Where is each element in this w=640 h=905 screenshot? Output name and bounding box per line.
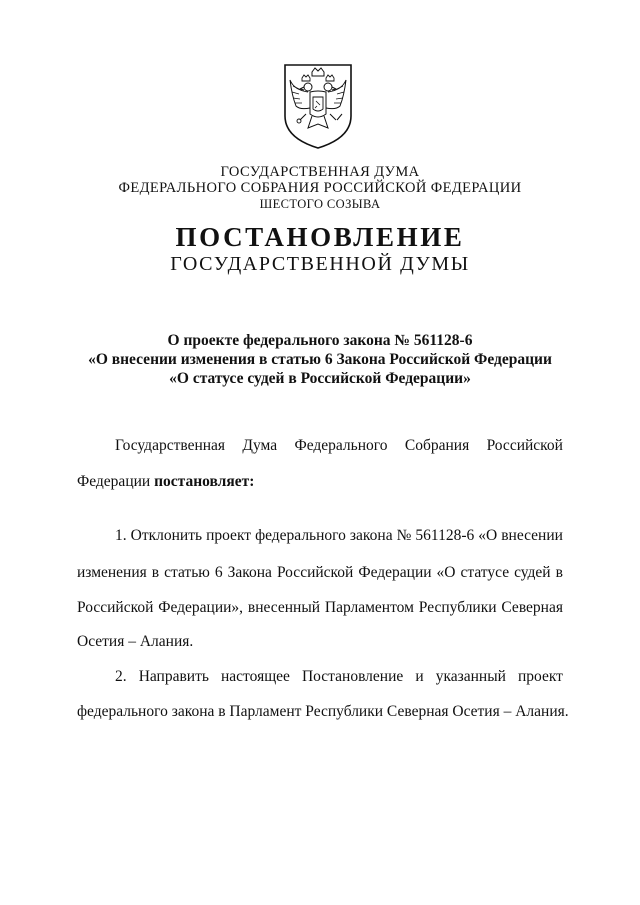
item2-line-1	[77, 667, 563, 686]
word: 6	[214, 564, 223, 581]
document-subtitle: ГОСУДАРСТВЕННОЙ ДУМЫ	[170, 253, 470, 275]
word: проект	[206, 527, 252, 544]
intro-line-2	[77, 472, 563, 491]
word: «О	[478, 527, 498, 544]
word: федерального	[255, 527, 346, 544]
intro-line-1	[77, 436, 563, 455]
word: Российской	[77, 599, 154, 616]
word: Федерации	[358, 564, 432, 581]
subject-line-1: О проекте федерального закона № 561128-6	[167, 332, 473, 349]
word: Постановление	[301, 668, 404, 685]
item2-line-2: федерального закона в Парламент Республики Северная Осетия – Алания.	[77, 703, 569, 720]
word: Направить	[138, 668, 209, 685]
word: Собрания	[404, 437, 470, 454]
coat-of-arms-emblem	[282, 62, 354, 150]
word: 2.	[115, 668, 127, 685]
word: 561128-6	[415, 527, 475, 544]
word: Федерации»,	[158, 599, 244, 616]
word: Российской	[486, 437, 563, 454]
word: настоящее	[221, 668, 290, 685]
word: проект	[517, 668, 563, 685]
org-line-federal-assembly: ФЕДЕРАЛЬНОГО СОБРАНИЯ РОССИЙСКОЙ ФЕДЕРАЦИИ	[118, 180, 522, 196]
word: статью	[164, 564, 210, 581]
word: Республики	[418, 599, 497, 616]
subject-line-3: «О статусе судей в Российской Федерации»	[169, 370, 471, 387]
word: Государственная	[115, 437, 226, 454]
intro-text: Федерации	[77, 473, 155, 490]
word: внесении	[501, 527, 563, 544]
word: в	[555, 564, 563, 581]
word: и	[415, 668, 424, 685]
word: статусе	[460, 564, 510, 581]
word: Российской	[276, 564, 354, 581]
org-line-convocation: ШЕСТОГО СОЗЫВА	[259, 197, 381, 211]
word: Северная	[501, 599, 563, 616]
subject-line-2: «О внесении изменения в статью 6 Закона Российской Федерации	[88, 351, 552, 368]
word: №	[396, 527, 412, 544]
org-line-duma: ГОСУДАРСТВЕННАЯ ДУМА	[220, 164, 420, 180]
word: Федерального	[294, 437, 388, 454]
word: в	[151, 564, 160, 581]
item1-line-2	[77, 563, 563, 582]
item1-line-1	[77, 526, 563, 545]
item1-line-3	[77, 598, 563, 617]
word: изменения	[77, 564, 147, 581]
document-title: ПОСТАНОВЛЕНИЕ	[175, 222, 465, 252]
word: Закона	[227, 564, 272, 581]
word: Парламентом	[324, 599, 414, 616]
word: Отклонить	[130, 527, 203, 544]
word: указанный	[435, 668, 506, 685]
word: «О	[436, 564, 456, 581]
word: внесенный	[247, 599, 321, 616]
word: судей	[514, 564, 551, 581]
word: закона	[349, 527, 393, 544]
word: Дума	[242, 437, 278, 454]
item1-line-4: Осетия – Алания.	[77, 633, 194, 650]
resolves-word: постановляет:	[154, 473, 255, 490]
word: 1.	[115, 527, 127, 544]
